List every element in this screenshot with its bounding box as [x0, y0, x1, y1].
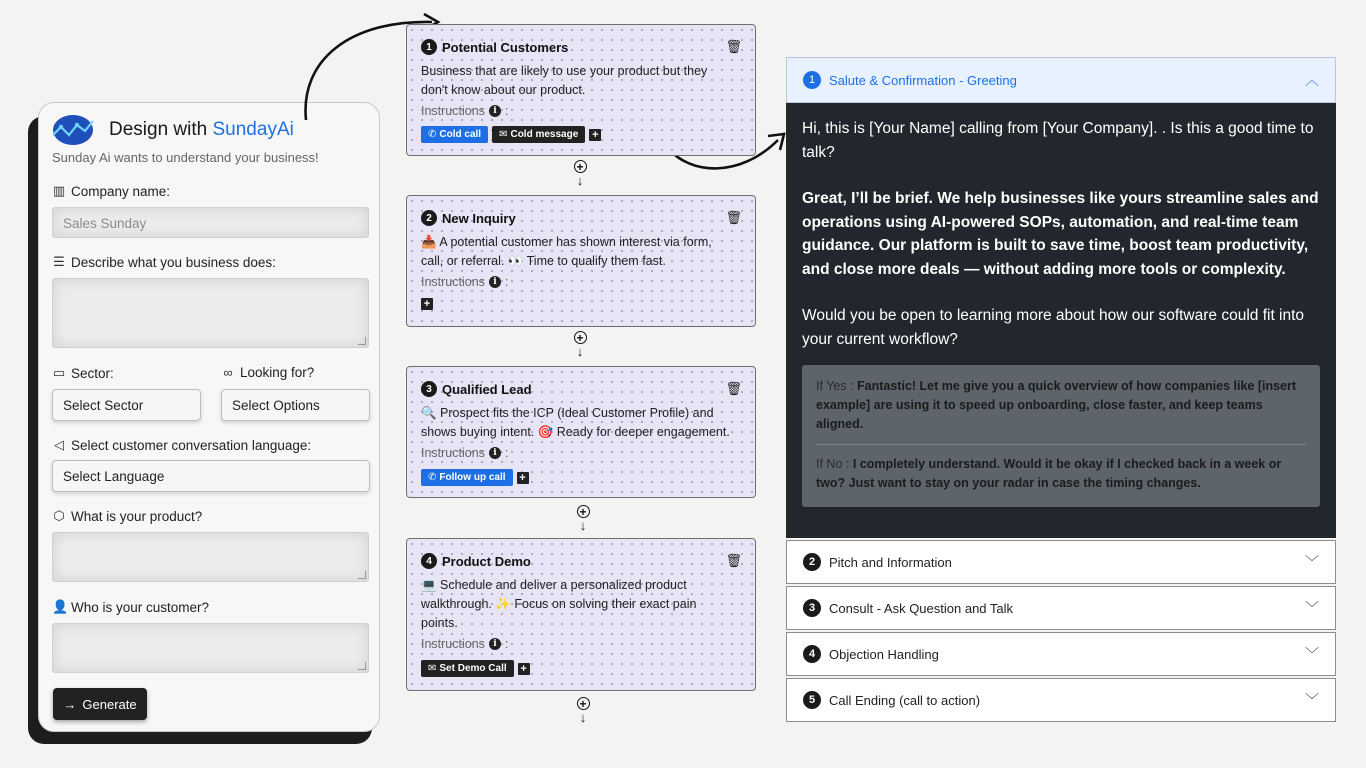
chevron-down-icon[interactable]: ﹀ [1305, 600, 1319, 616]
briefcase-icon: ▭ [52, 365, 66, 380]
phone-icon: ✆ [428, 129, 437, 140]
instructions-label: Instructions i : [421, 104, 509, 118]
company-name-input[interactable]: Sales Sunday [52, 207, 369, 238]
company-label: ▥ Company name: [52, 183, 171, 199]
instructions-label: Instructions i : [421, 637, 509, 651]
add-stage-icon[interactable]: + [577, 505, 590, 518]
script-opening: Hi, this is [Your Name] calling from [Your Company]. . Is this a good time to talk? [802, 120, 1314, 161]
arrow-right-icon: → [63, 696, 77, 712]
trash-icon[interactable]: 🗑 [725, 553, 742, 568]
chevron-up-icon[interactable]: ︿ [1305, 72, 1319, 88]
call-script-accordion [786, 57, 1336, 722]
instructions-label: Instructions i : [421, 275, 509, 289]
set-demo-call-chip[interactable]: ✉ Set Demo Call [421, 660, 514, 677]
generate-button[interactable]: → Generate [53, 688, 147, 720]
add-action-button[interactable]: + [517, 472, 529, 484]
trash-icon[interactable]: 🗑 [725, 39, 742, 54]
info-icon[interactable]: i [489, 638, 501, 650]
trash-icon[interactable]: 🗑 [725, 381, 742, 396]
stage-card-new-inquiry[interactable] [406, 195, 756, 327]
cold-message-chip[interactable]: ✉ Cold message [492, 126, 585, 143]
language-select[interactable]: Select Language [52, 460, 370, 492]
add-stage-icon[interactable]: + [574, 160, 587, 173]
chevron-down-icon[interactable]: ﹀ [1305, 692, 1319, 708]
stage-title: 3 Qualified Lead [421, 381, 532, 397]
arrow-down-icon: ↓ [576, 344, 584, 359]
stage-actions [421, 126, 601, 143]
form-subtitle: Sunday Ai wants to understand your business! [52, 150, 319, 165]
script-question: Would you be open to learning more about how our software could fit into your current workflow? [802, 307, 1305, 348]
user-plus-icon: 👤 [52, 599, 69, 614]
script-pitch: Great, I’ll be brief. We help businesses like yours streamline sales and operations using AI-powered SOPs, automation, and real-time team guidance. Our platform is built to save time, boost team productivity, and close more deals — without adding more tools or complexity. [802, 190, 1319, 278]
looking-for-label: ∞ Looking for? [221, 365, 314, 380]
stage-description: 🔍 Prospect fits the ICP (Ideal Customer Profile) and shows buying intent. 🎯 Ready for deeper engagement. [421, 406, 730, 439]
step-number: 1 [803, 71, 821, 89]
stage-card-qualified-lead[interactable] [406, 366, 756, 498]
accordion-item-consult[interactable]: 3 Consult - Ask Question and Talk ﹀ [786, 586, 1336, 630]
looking-for-select[interactable]: Select Options [221, 389, 370, 421]
info-icon[interactable]: i [489, 276, 501, 288]
accordion-item-pitch[interactable]: 2 Pitch and Information ﹀ [786, 540, 1336, 584]
stage-actions [421, 469, 529, 486]
megaphone-icon: ◁ [54, 437, 64, 452]
stage-connector [573, 505, 593, 533]
accordion-header-greeting[interactable] [786, 57, 1336, 103]
accordion-item-objection[interactable]: 4 Objection Handling ﹀ [786, 632, 1336, 676]
phone-icon: ✆ [428, 472, 437, 483]
stage-description: 📥 A potential customer has shown interest via form, call, or referral. 👀 Time to qualify them fast. [421, 235, 712, 268]
message-icon: ✉ [499, 129, 508, 140]
building-icon: ▥ [52, 183, 66, 198]
accordion-item-call-ending[interactable]: 5 Call Ending (call to action) ﹀ [786, 678, 1336, 722]
info-icon[interactable]: i [489, 447, 501, 459]
stage-title: 4 Product Demo [421, 553, 531, 569]
if-no-response: If No : I completely understand. Would it be okay if I checked back in a week or two? Just want to stay on your radar in case the timing changes. [816, 457, 1282, 490]
stage-actions [421, 660, 530, 677]
language-label: ◁ Select customer conversation language: [54, 437, 312, 453]
stage-card-product-demo[interactable] [406, 538, 756, 691]
add-stage-icon[interactable]: + [577, 697, 590, 710]
add-action-button[interactable]: + [518, 663, 530, 675]
instructions-label: Instructions i : [421, 446, 509, 460]
follow-up-call-chip[interactable]: ✆ Follow up call [421, 469, 513, 486]
if-yes-response: If Yes : Fantastic! Let me give you a quick overview of how companies like [insert example] are using it to speed up onboarding, close faster, and keep teams aligned. [816, 379, 1297, 431]
stage-actions [421, 298, 433, 310]
accordion-body-greeting [786, 103, 1336, 538]
stage-card-potential-customers[interactable] [406, 24, 756, 156]
stage-connector [570, 331, 590, 359]
stage-description: Business that are likely to use your product but they don't know about our product. [421, 64, 708, 97]
arrow-down-icon: ↓ [579, 710, 587, 725]
stage-connector [570, 160, 590, 188]
chevron-down-icon[interactable]: ﹀ [1305, 646, 1319, 662]
add-stage-icon[interactable]: + [574, 331, 587, 344]
stage-connector [573, 697, 593, 725]
chevron-down-icon[interactable]: ﹀ [1305, 554, 1319, 570]
accordion-title: Salute & Confirmation - Greeting [829, 72, 1017, 88]
stage-title: 1 Potential Customers [421, 39, 568, 55]
arrow-down-icon: ↓ [579, 518, 587, 533]
trash-icon[interactable]: 🗑 [725, 210, 742, 225]
customer-label: 👤 Who is your customer? [52, 599, 210, 615]
sector-label: ▭ Sector: [52, 365, 114, 381]
infinity-icon: ∞ [223, 365, 233, 380]
response-branches [802, 365, 1320, 507]
add-action-button[interactable]: + [421, 298, 433, 310]
product-label: ⬡ What is your product? [53, 508, 203, 524]
cold-call-chip[interactable]: ✆ Cold call [421, 126, 488, 143]
brand-title: Design with SundayAi [109, 119, 294, 140]
add-action-button[interactable]: + [589, 129, 601, 141]
stage-title: 2 New Inquiry [421, 210, 516, 226]
info-icon[interactable]: i [489, 105, 501, 117]
stage-description: 💻 Schedule and deliver a personalized product walkthrough. ✨ Focus on solving their exact pain points. [421, 578, 697, 630]
message-icon: ✉ [428, 663, 437, 674]
arrow-down-icon: ↓ [576, 173, 584, 188]
sector-select[interactable]: Select Sector [52, 389, 201, 421]
describe-label: ☰ Describe what you business does: [53, 254, 276, 270]
box-icon: ⬡ [53, 508, 65, 523]
text-lines-icon: ☰ [53, 254, 65, 269]
